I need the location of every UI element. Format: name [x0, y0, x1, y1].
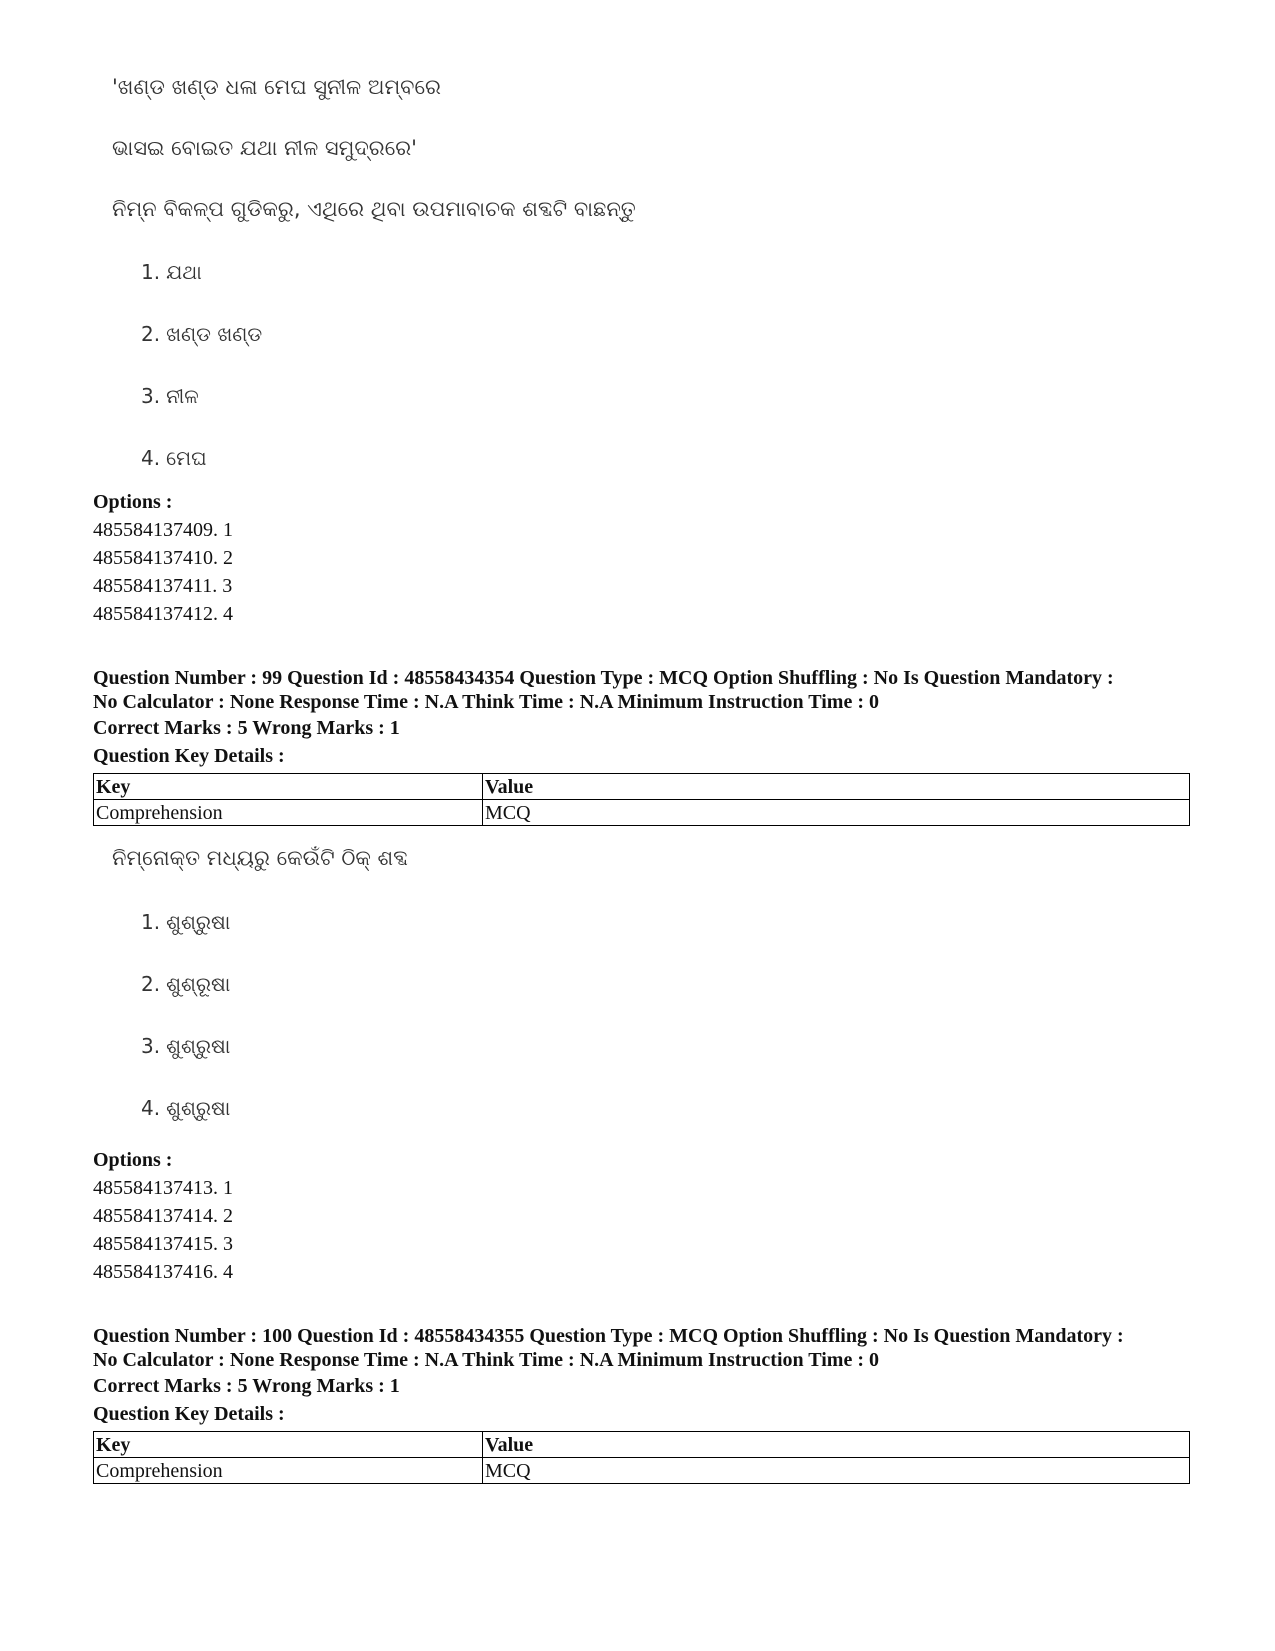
option-line: 485584137410. 2 [93, 547, 233, 569]
option-line: 485584137413. 1 [93, 1177, 233, 1199]
table-cell: MCQ [483, 800, 1190, 826]
choice-item: 4. ମେଘ [141, 446, 207, 470]
option-line: 485584137412. 4 [93, 603, 233, 625]
option-line: 485584137411. 3 [93, 575, 233, 597]
table-header-cell: Key [94, 1432, 483, 1458]
table-header-row [94, 774, 1190, 800]
question-text-line: ନିମ୍ନୋକ୍ତ ମଧ୍ୟରୁ କେଉଁଟି ଠିକ୍ ଶବ୍ଦ [112, 846, 409, 870]
options-label: Options : [93, 491, 173, 513]
question-text-line: 'ଖଣ୍ଡ ଖଣ୍ଡ ଧଳା ମେଘ ସୁନୀଳ ଅମ୍ବରେ [112, 75, 441, 99]
options-label: Options : [93, 1149, 173, 1171]
marks-line: Correct Marks : 5 Wrong Marks : 1 [93, 717, 400, 739]
choice-item: 3. ନୀଳ [141, 384, 199, 408]
question-meta-line: Question Number : 100 Question Id : 48558434355 Question Type : MCQ Option Shuffling : No Is Question Mandatory : [93, 1325, 1124, 1347]
marks-line: Correct Marks : 5 Wrong Marks : 1 [93, 1375, 400, 1397]
question-meta-line: No Calculator : None Response Time : N.A Think Time : N.A Minimum Instruction Time : 0 [93, 1349, 879, 1371]
choice-item: 1. ଯଥା [141, 260, 202, 284]
choice-item: 1. ଶୁଶ୍ରୁଷା [141, 910, 231, 934]
choice-item: 2. ଶୁଶ୍ରୂଷା [141, 972, 231, 996]
table-header-row [94, 1432, 1190, 1458]
key-details-label: Question Key Details : [93, 1403, 285, 1425]
table-cell: MCQ [483, 1458, 1190, 1484]
question-text-line: ନିମ୍ନ ବିକଳ୍ପ ଗୁଡିକରୁ, ଏଥିରେ ଥିବା ଉପମାବାଚକ ଶବ୍ଦଟି ବାଛନ୍ତୁ [112, 197, 636, 221]
question-text-line: ଭାସଇ ବୋଇତ ଯଥା ନୀଳ ସମୁଦ୍ରରେ' [112, 136, 417, 160]
table-header-cell: Value [483, 774, 1190, 800]
option-line: 485584137415. 3 [93, 1233, 233, 1255]
choice-item: 4. ଶୁଶ୍ରୁଷା [141, 1096, 231, 1120]
table-header-cell: Key [94, 774, 483, 800]
option-line: 485584137409. 1 [93, 519, 233, 541]
option-line: 485584137414. 2 [93, 1205, 233, 1227]
choice-item: 3. ଶୁଶ୍ରୁଷା [141, 1034, 231, 1058]
choice-item: 2. ଖଣ୍ଡ ଖଣ୍ଡ [141, 322, 263, 346]
option-line: 485584137416. 4 [93, 1261, 233, 1283]
table-row [94, 800, 1190, 826]
question-meta [93, 666, 1193, 714]
table-cell: Comprehension [94, 800, 483, 826]
question-meta [93, 1324, 1193, 1372]
table-cell: Comprehension [94, 1458, 483, 1484]
key-details-table [93, 773, 1190, 826]
table-header-cell: Value [483, 1432, 1190, 1458]
table-row [94, 1458, 1190, 1484]
question-meta-line: Question Number : 99 Question Id : 48558434354 Question Type : MCQ Option Shuffling : No Is Question Mandatory : [93, 667, 1114, 689]
key-details-table [93, 1431, 1190, 1484]
question-meta-line: No Calculator : None Response Time : N.A Think Time : N.A Minimum Instruction Time : 0 [93, 691, 879, 713]
key-details-label: Question Key Details : [93, 745, 285, 767]
